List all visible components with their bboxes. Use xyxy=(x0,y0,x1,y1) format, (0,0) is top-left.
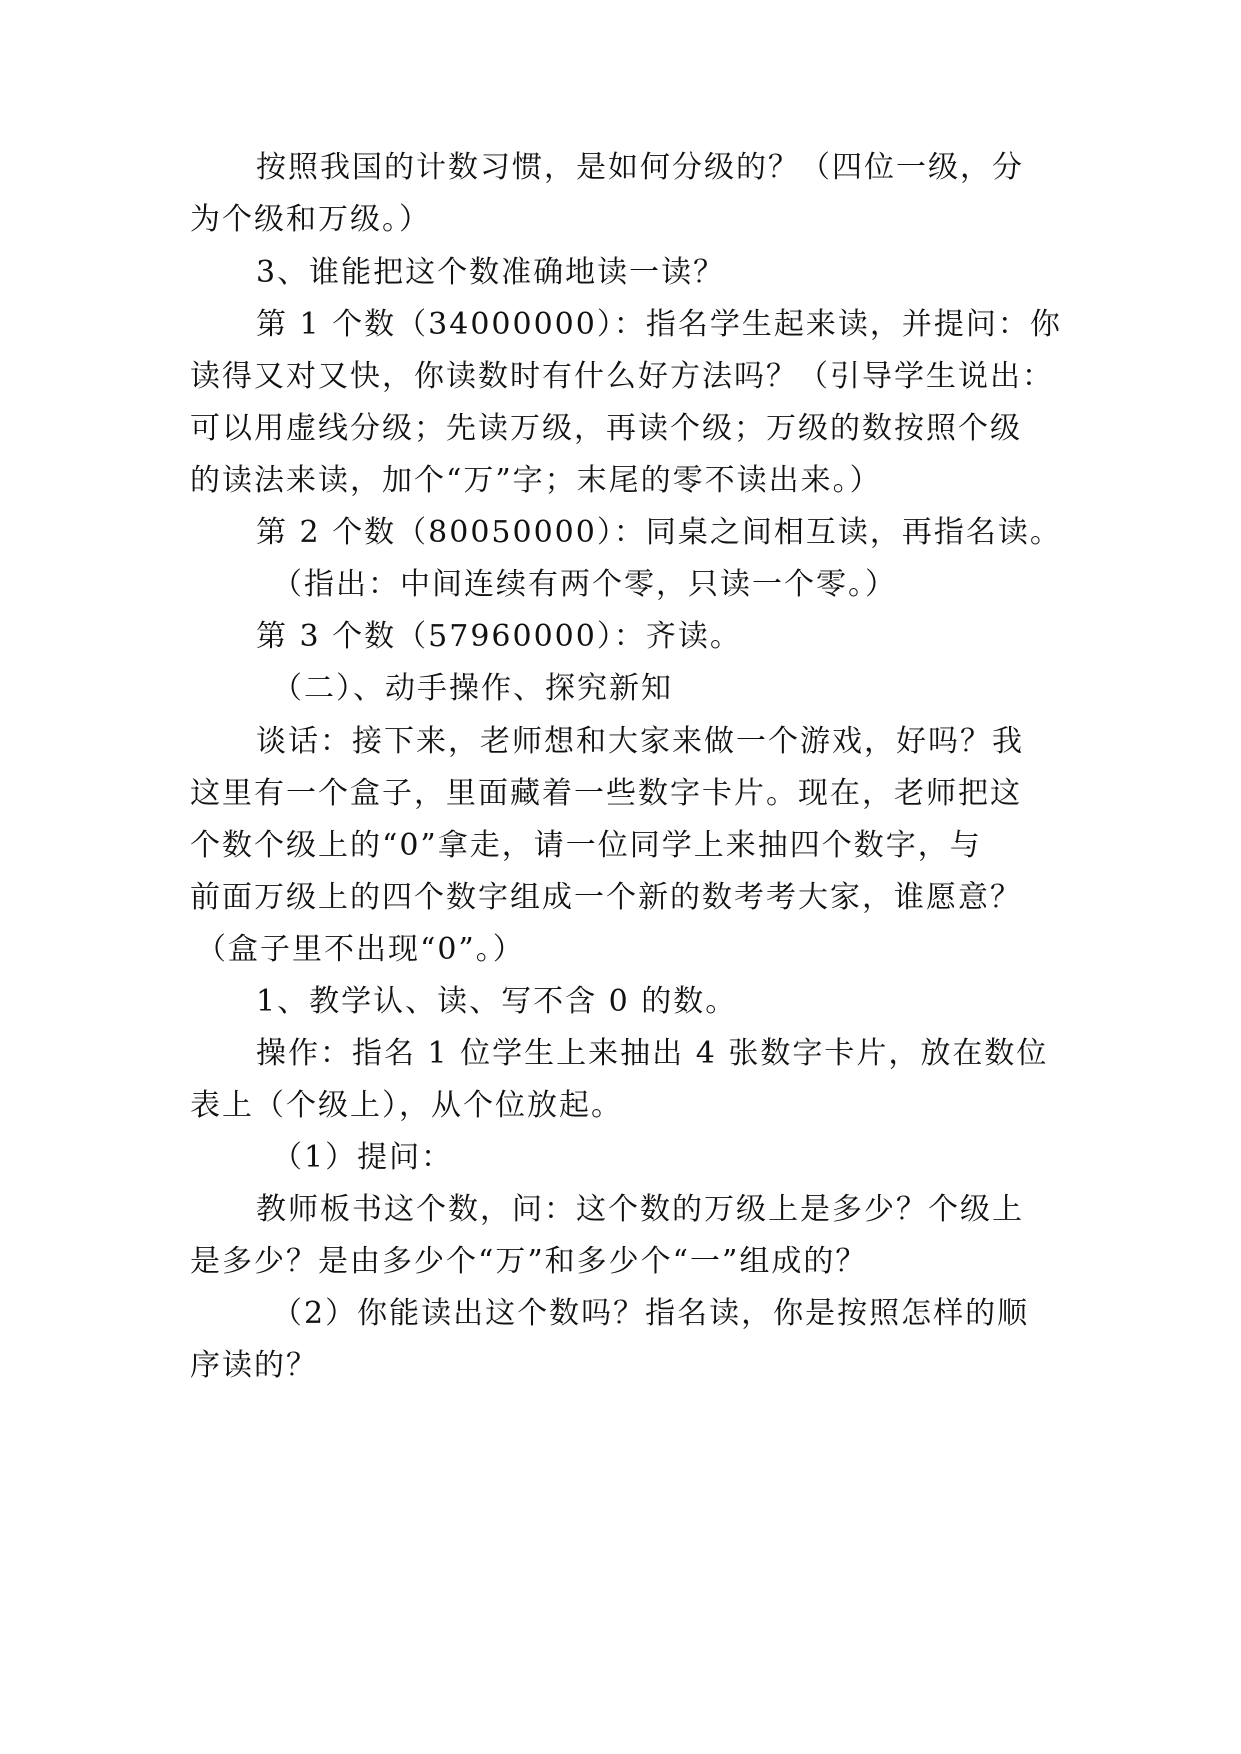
paragraph-line: 为个级和万级。） xyxy=(190,202,431,237)
paragraph-line: 是多少？是由多少个“万”和多少个“一”组成的？ xyxy=(190,1244,868,1279)
paragraph-line: 按照我国的计数习惯，是如何分级的？（四位一级，分 xyxy=(256,150,1024,185)
paragraph-line: 读得又对又快，你读数时有什么好方法吗？（引导学生说出： xyxy=(190,359,1054,394)
paragraph-line: 个数个级上的“0”拿走，请一位同学上来抽四个数字，与 xyxy=(190,828,982,863)
paragraph-line: （指出：中间连续有两个零，只读一个零。） xyxy=(272,567,897,602)
paragraph-line: 第 1 个数（34000000）：指名学生起来读，并提问：你 xyxy=(256,307,1062,342)
paragraph-line: （1）提问： xyxy=(272,1140,454,1175)
paragraph-line: 前面万级上的四个数字组成一个新的数考考大家，谁愿意？ xyxy=(190,880,1022,915)
paragraph-line: 第 3 个数（57960000）：齐读。 xyxy=(256,619,742,654)
paragraph-line: 表上（个级上），从个位放起。 xyxy=(190,1088,623,1123)
paragraph-line: 可以用虚线分级；先读万级，再读个级；万级的数按照个级 xyxy=(190,411,1022,446)
paragraph-line: 这里有一个盒子，里面藏着一些数字卡片。现在，老师把这 xyxy=(190,776,1022,811)
paragraph-line: 第 2 个数（80050000）：同桌之间相互读，再指名读。 xyxy=(256,515,1062,550)
paragraph-line: 3、谁能把这个数准确地读一读？ xyxy=(256,255,726,290)
paragraph-line: 谈话：接下来，老师想和大家来做一个游戏，好吗？我 xyxy=(256,724,1024,759)
paragraph-line: 1、教学认、读、写不含 0 的数。 xyxy=(256,984,738,1019)
paragraph-line: （盒子里不出现“0”。） xyxy=(196,932,525,967)
paragraph-line: 的读法来读，加个“万”字；末尾的零不读出来。） xyxy=(190,463,882,498)
paragraph-line: 序读的？ xyxy=(190,1348,318,1383)
paragraph-line: 操作：指名 1 位学生上来抽出 4 张数字卡片，放在数位 xyxy=(256,1036,1049,1071)
paragraph-line: （2）你能读出这个数吗？指名读，你是按照怎样的顺 xyxy=(272,1296,1030,1331)
paragraph-line: 教师板书这个数，问：这个数的万级上是多少？个级上 xyxy=(256,1192,1024,1227)
section-heading: （二）、动手操作、探究新知 xyxy=(272,671,673,706)
